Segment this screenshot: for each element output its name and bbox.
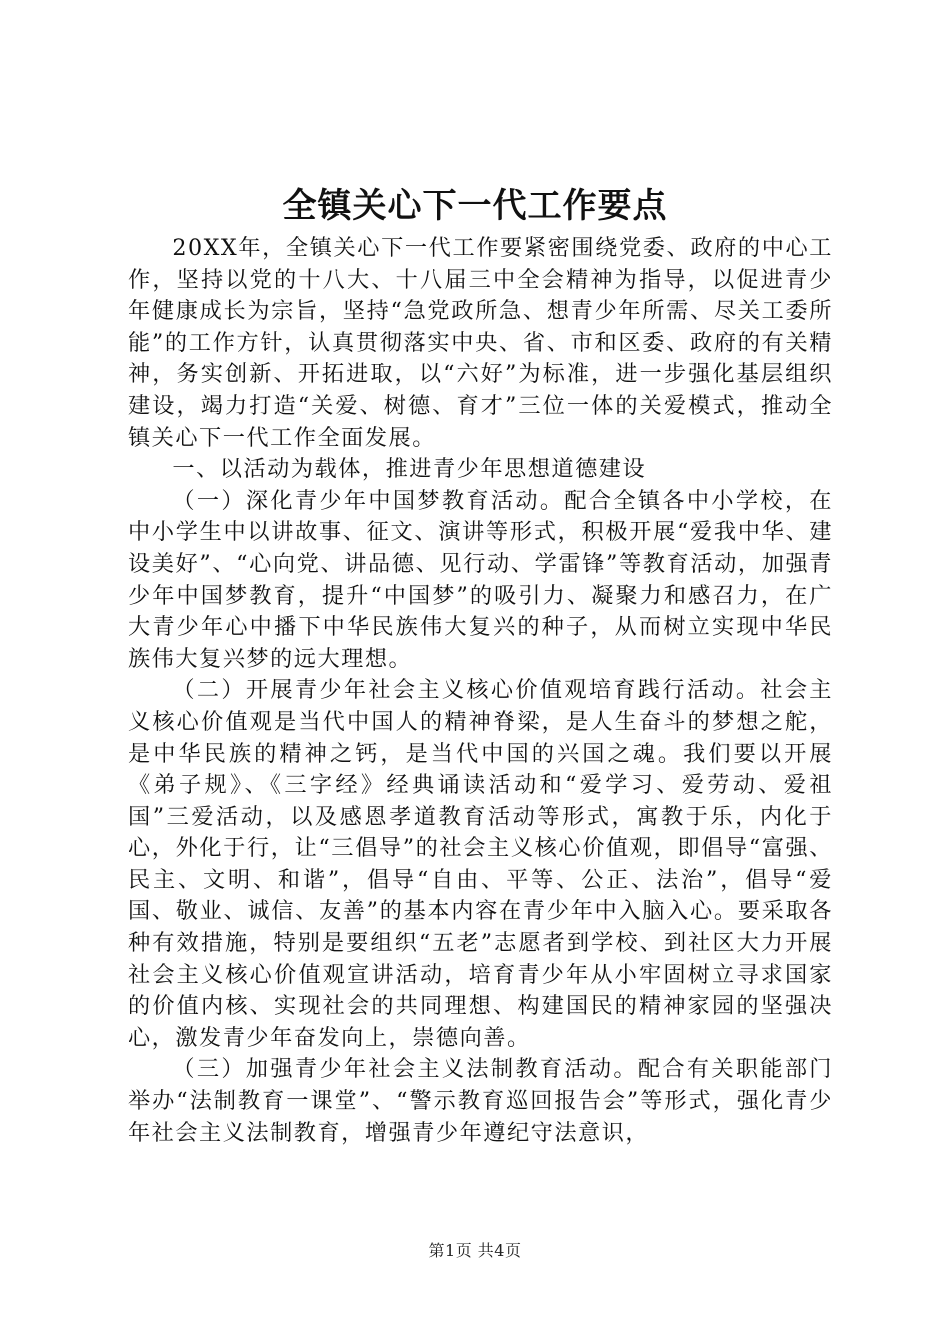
document-body xyxy=(128,233,833,1149)
item-paragraph-3: （三）加强青少年社会主义法制教育活动。配合有关职能部门举办“法制教育一课堂”、“警示教育巡回报告会”等形式，强化青少年社会主义法制教育，增强青少年遵纪守法意识， xyxy=(128,1056,833,1146)
page-number-footer: 第1页 共4页 xyxy=(428,1241,522,1260)
intro-paragraph: 20XX年，全镇关心下一代工作要紧密围绕党委、政府的中心工作，坚持以党的十八大、十八届三中全会精神为指导，以促进青少年健康成长为宗旨，坚持“急党政所急、想青少年所需、尽关工委所能”的工作方针，认真贯彻落实中央、省、市和区委、政府的有关精神，务实创新、开拓进取，以“六好”为标准，进一步强化基层组织建设，竭力打造“关爱、树德、育才”三位一体的关爱模式，推动全镇关心下一代工作全面发展。 xyxy=(128,235,833,451)
document-title: 全镇关心下一代工作要点 xyxy=(282,186,668,226)
item-paragraph-1: （一）深化青少年中国梦教育活动。配合全镇各中小学校，在中小学生中以讲故事、征文、演讲等形式，积极开展“爱我中华、建设美好”、“心向党、讲品德、见行动、学雷锋”等教育活动，加强青少年中国梦教育，提升“中国梦”的吸引力、凝聚力和感召力，在广大青少年心中播下中华民族伟大复兴的种子，从而树立实现中华民族伟大复兴梦的远大理想。 xyxy=(128,487,833,672)
section-heading-1: 一、以活动为载体，推进青少年思想道德建设 xyxy=(172,456,647,483)
item-paragraph-2: （二）开展青少年社会主义核心价值观培育践行活动。社会主义核心价值观是当代中国人的精神脊梁，是人生奋斗的梦想之舵，是中华民族的精神之钙，是当代中国的兴国之魂。我们要以开展《弟子规》、《三字经》经典诵读活动和“爱学习、爱劳动、爱祖国”三爱活动，以及感恩孝道教育活动等形式，寓教于乐，内化于心，外化于行，让“三倡导”的社会主义核心价值观，即倡导“富强、民主、文明、和谐”，倡导“自由、平等、公正、法治”，倡导“爱国、敬业、诚信、友善”的基本内容在青少年中入脑入心。要采取各种有效措施，特别是要组织“五老”志愿者到学校、到社区大力开展社会主义核心价值观宣讲活动，培育青少年从小牢固树立寻求国家的价值内核、实现社会的共同理想、构建国民的精神家园的坚强决心，激发青少年奋发向上，崇德向善。 xyxy=(128,677,833,1051)
